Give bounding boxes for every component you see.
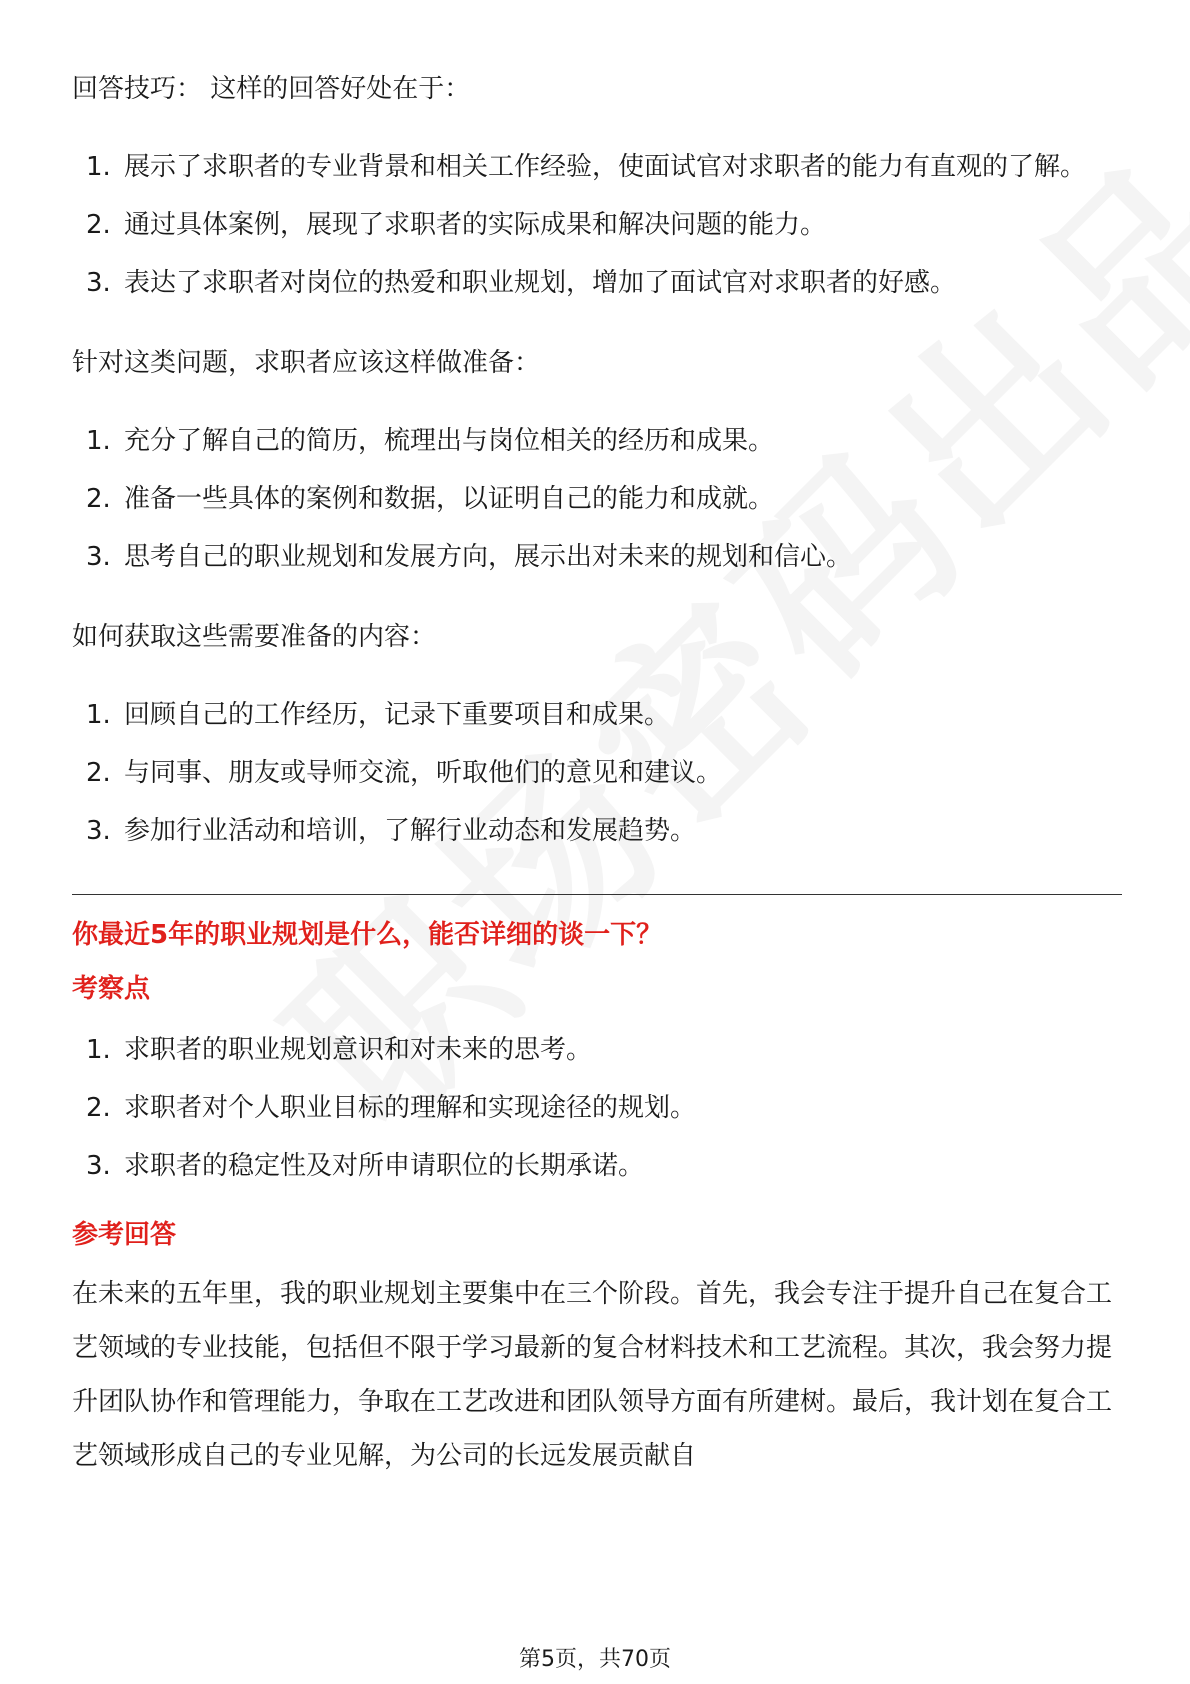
list-item: 3. 求职者的稳定性及对所申请职位的长期承诺。 bbox=[86, 1151, 645, 1181]
list-item: 1. 展示了求职者的专业背景和相关工作经验，使面试官对求职者的能力有直观的了解。 bbox=[86, 152, 1087, 182]
list-item: 1. 求职者的职业规划意识和对未来的思考。 bbox=[86, 1035, 593, 1065]
benefits-list bbox=[72, 138, 1122, 312]
interview-question: 你最近5年的职业规划是什么，能否详细的谈一下？ bbox=[72, 920, 663, 950]
page-number: 第5页，共70页 bbox=[519, 1647, 671, 1672]
list-item: 1. 回顾自己的工作经历，记录下重要项目和成果。 bbox=[86, 700, 671, 730]
reference-answer-text: 在未来的五年里，我的职业规划主要集中在三个阶段。首先，我会专注于提升自己在复合工艺领域的专业技能，包括但不限于学习最新的复合材料技术和工艺流程。其次，我会努力提升团队协作和管理能力，争取在工艺改进和团队领导方面有所建树。最后，我计划在复合工艺领域形成自己的专业见解，为公司的长远发展贡献自 bbox=[72, 1279, 1113, 1471]
list-item: 3. 表达了求职者对岗位的热爱和职业规划，增加了面试官对求职者的好感。 bbox=[86, 268, 957, 298]
list-item: 2. 通过具体案例，展现了求职者的实际成果和解决问题的能力。 bbox=[86, 210, 827, 240]
page-content bbox=[72, 60, 1122, 1483]
list-item: 2. 与同事、朋友或导师交流，听取他们的意见和建议。 bbox=[86, 758, 723, 788]
section-divider bbox=[72, 894, 1122, 895]
list-item: 1. 充分了解自己的简历，梳理出与岗位相关的经历和成果。 bbox=[86, 426, 775, 456]
answer-tip-intro: 回答技巧： 这样的回答好处在于： bbox=[72, 74, 471, 104]
list-item: 2. 准备一些具体的案例和数据，以证明自己的能力和成就。 bbox=[86, 484, 775, 514]
reference-answer-heading: 参考回答 bbox=[72, 1220, 177, 1250]
focus-heading: 考察点 bbox=[72, 974, 151, 1004]
sources-heading: 如何获取这些需要准备的内容： bbox=[72, 622, 437, 652]
list-item: 2. 求职者对个人职业目标的理解和实现途径的规划。 bbox=[86, 1093, 697, 1123]
preparation-list bbox=[72, 412, 1122, 586]
preparation-heading: 针对这类问题，求职者应该这样做准备： bbox=[72, 348, 541, 378]
sources-list bbox=[72, 686, 1122, 860]
list-item: 3. 参加行业活动和培训，了解行业动态和发展趋势。 bbox=[86, 816, 697, 846]
list-item: 3. 思考自己的职业规划和发展方向，展示出对未来的规划和信心。 bbox=[86, 542, 853, 572]
focus-list bbox=[72, 1021, 1122, 1195]
